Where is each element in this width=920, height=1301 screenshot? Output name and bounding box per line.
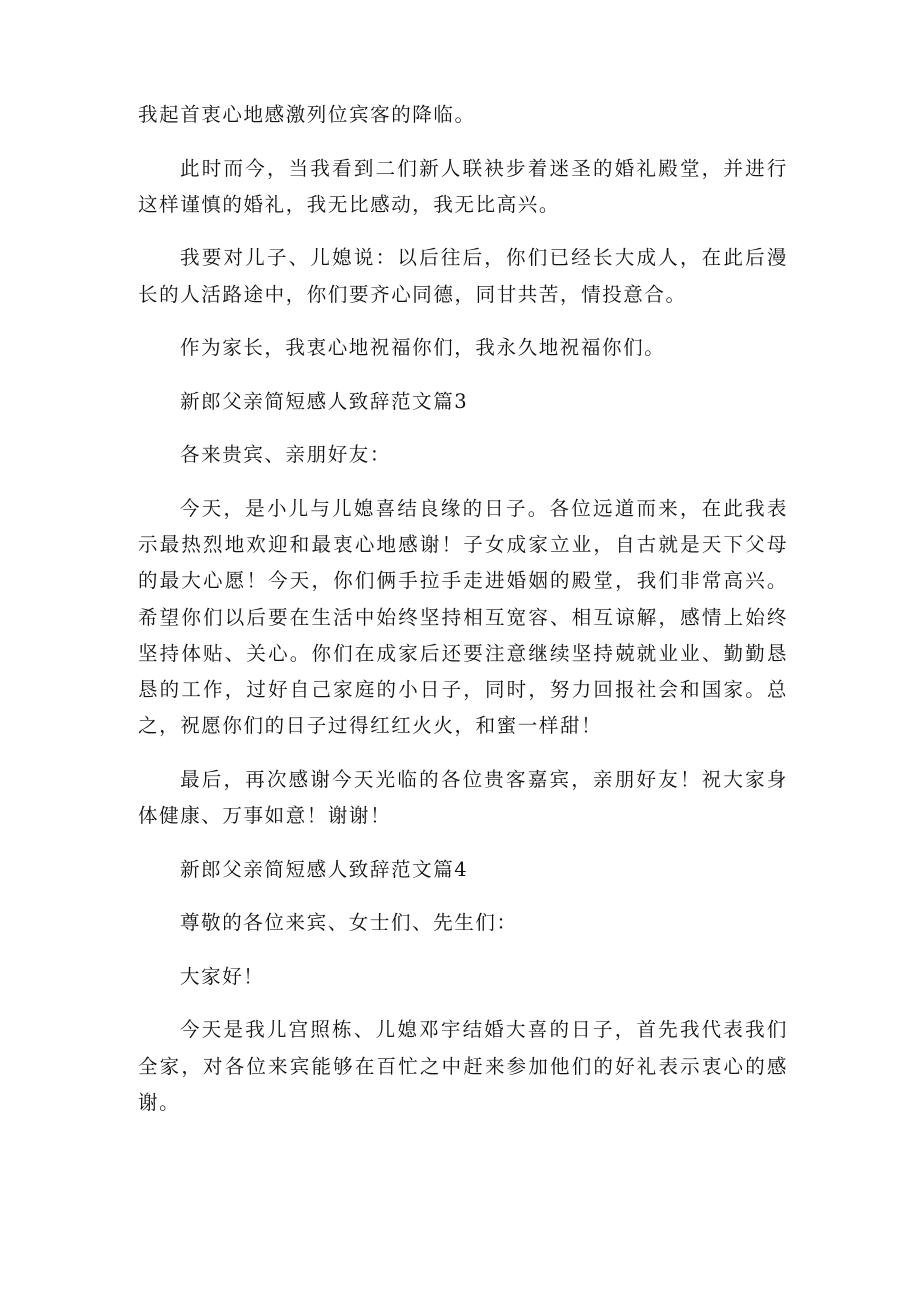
- salutation-3: 各来贵宾、亲朋好友：: [180, 443, 392, 467]
- paragraph-emotion: 此时而今，当我看到二们新人联袂步着迷圣的婚礼殿堂，并进行这样谨慎的婚礼，我无比感动，我无比高兴。: [138, 156, 788, 216]
- section-heading-3: 新郎父亲简短感人致辞范文篇3: [180, 389, 469, 413]
- greeting-4: 大家好！: [180, 964, 265, 988]
- section-heading-4: 新郎父亲简短感人致辞范文篇4: [180, 857, 469, 881]
- paragraph-blessing: 作为家长，我衷心地祝福你们，我永久地祝福你们。: [180, 336, 666, 360]
- paragraph-opening-thanks: 我起首衷心地感激列位宾客的降临。: [138, 103, 476, 126]
- document-body: [138, 97, 788, 1138]
- paragraph-speech-3-closing: 最后，再次感谢今天光临的各位贵客嘉宾，亲朋好友！祝大家身体健康、万事如意！谢谢！: [138, 767, 788, 827]
- salutation-4: 尊敬的各位来宾、女士们、先生们：: [180, 911, 518, 935]
- paragraph-speech-3-body: 今天，是小儿与儿媳喜结良缘的日子。各位远道而来，在此我表示最热烈地欢迎和最衷心地感谢！子女成家立业，自古就是天下父母的最大心愿！今天，你们俩手拉手走进婚姻的殿堂，我们非常高兴。希望你们以后要在生活中始终坚持相互宽容、相互谅解，感情上始终坚持体贴、关心。你们在成家后还要注意继续坚持兢就业业、勤勤恳恳的工作，过好自己家庭的小日子，同时，努力回报社会和国家。总之，祝愿你们的日子过得红红火火，和蜜一样甜！: [138, 496, 788, 738]
- paragraph-speech-4-body: 今天是我儿宫照栋、儿媳邓宇结婚大喜的日子，首先我代表我们全家，对各位来宾能够在百忙之中赶来参加他们的好礼表示衷心的感谢。: [138, 1018, 788, 1114]
- paragraph-advice: 我要对儿子、儿媳说：以后往后，你们已经长大成人，在此后漫长的人活路途中，你们要齐心同德，同甘共苦，情投意合。: [138, 246, 788, 306]
